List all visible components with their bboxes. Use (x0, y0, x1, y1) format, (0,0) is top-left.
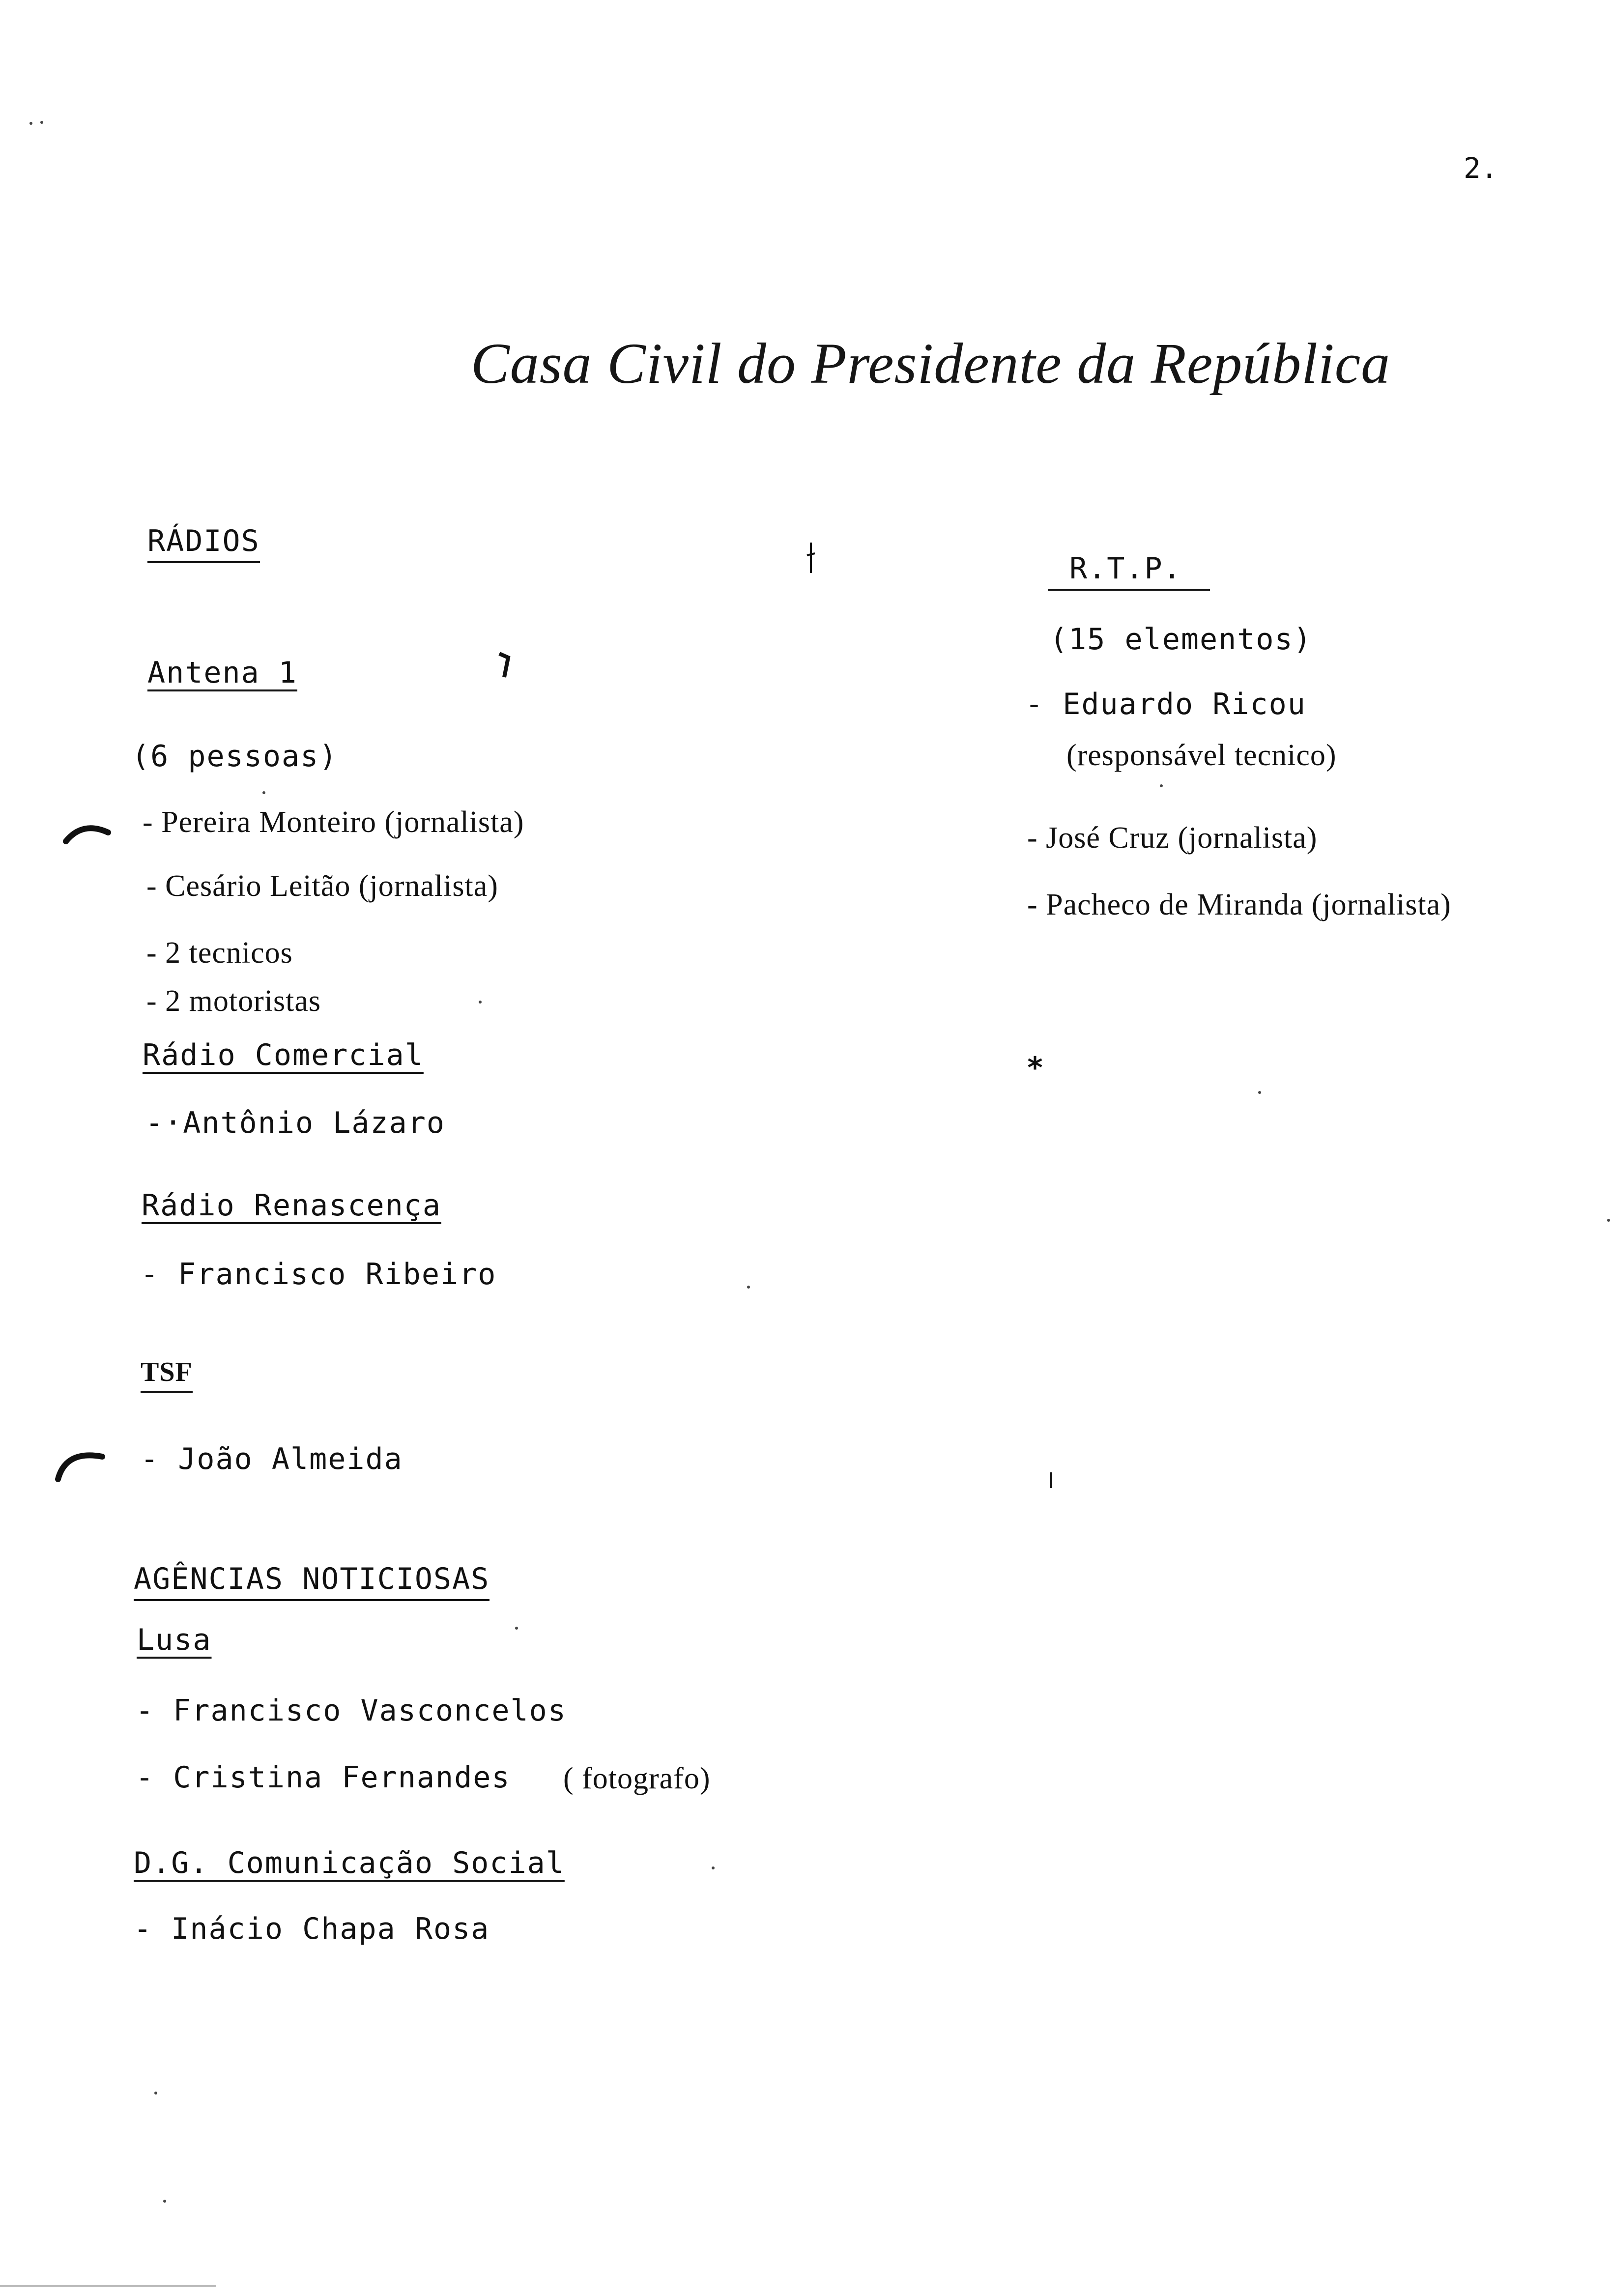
rtp-count: (15 elementos) (1050, 622, 1312, 657)
lusa-member-role: ( fotografo) (563, 1762, 711, 1795)
rtp-heading: R.T.P. (1069, 551, 1182, 586)
lusa-member: - Cristina Fernandes (136, 1760, 511, 1795)
letterhead: Casa Civil do Presidente da República (471, 331, 1391, 396)
antena1-member: - Cesário Leitão (jornalista) (146, 869, 498, 903)
radio-renascenca-heading: Rádio Renascença (142, 1188, 441, 1223)
speck (262, 791, 265, 794)
ink-mark (496, 651, 511, 680)
tsf-member: - João Almeida (141, 1442, 403, 1476)
speck (1258, 1091, 1261, 1094)
antena1-member: - 2 tecnicos (146, 936, 293, 970)
tsf-heading: TSF (141, 1356, 193, 1393)
asterisk-mark: * (1026, 1051, 1045, 1085)
rtp-underline (1048, 589, 1210, 591)
rtp-member: - Eduardo Ricou (1025, 687, 1306, 721)
rtp-member: - José Cruz (jornalista) (1027, 821, 1318, 855)
ink-mark (806, 541, 816, 575)
speck (479, 1001, 482, 1004)
ink-mark (1048, 1471, 1055, 1491)
dgcs-heading: D.G. Comunicação Social (134, 1846, 565, 1880)
punch-hole-mark (63, 816, 112, 845)
rtp-member: - Pacheco de Miranda (jornalista) (1027, 888, 1451, 921)
radio-comercial-heading: Rádio Comercial (143, 1038, 424, 1072)
antena1-member: - 2 motoristas (146, 984, 321, 1018)
radio-comercial-member: -·Antônio Lázaro (145, 1106, 445, 1140)
speck (40, 121, 43, 124)
punch-hole-mark (53, 1443, 107, 1482)
radio-renascenca-member: - Francisco Ribeiro (141, 1257, 497, 1292)
agencias-heading: AGÊNCIAS NOTICIOSAS (134, 1562, 489, 1601)
speck (163, 2200, 166, 2203)
speck (515, 1627, 518, 1630)
speck (1607, 1219, 1610, 1222)
speck (1160, 784, 1163, 787)
lusa-member: - Francisco Vasconcelos (136, 1693, 567, 1728)
speck (154, 2092, 157, 2095)
lusa-heading: Lusa (137, 1623, 212, 1657)
antena1-member: - Pereira Monteiro (jornalista) (143, 805, 524, 839)
dgcs-member: - Inácio Chapa Rosa (134, 1912, 490, 1946)
speck (29, 122, 32, 125)
radios-heading: RÁDIOS (147, 524, 260, 563)
antena1-heading: Antena 1 (147, 656, 297, 690)
rtp-member-role: (responsável tecnico) (1066, 739, 1337, 772)
speck (747, 1286, 750, 1289)
antena1-count: (6 pessoas) (132, 739, 338, 774)
speck (712, 1866, 715, 1869)
page-number: 2. (1464, 151, 1498, 185)
scan-edge (0, 2285, 216, 2287)
